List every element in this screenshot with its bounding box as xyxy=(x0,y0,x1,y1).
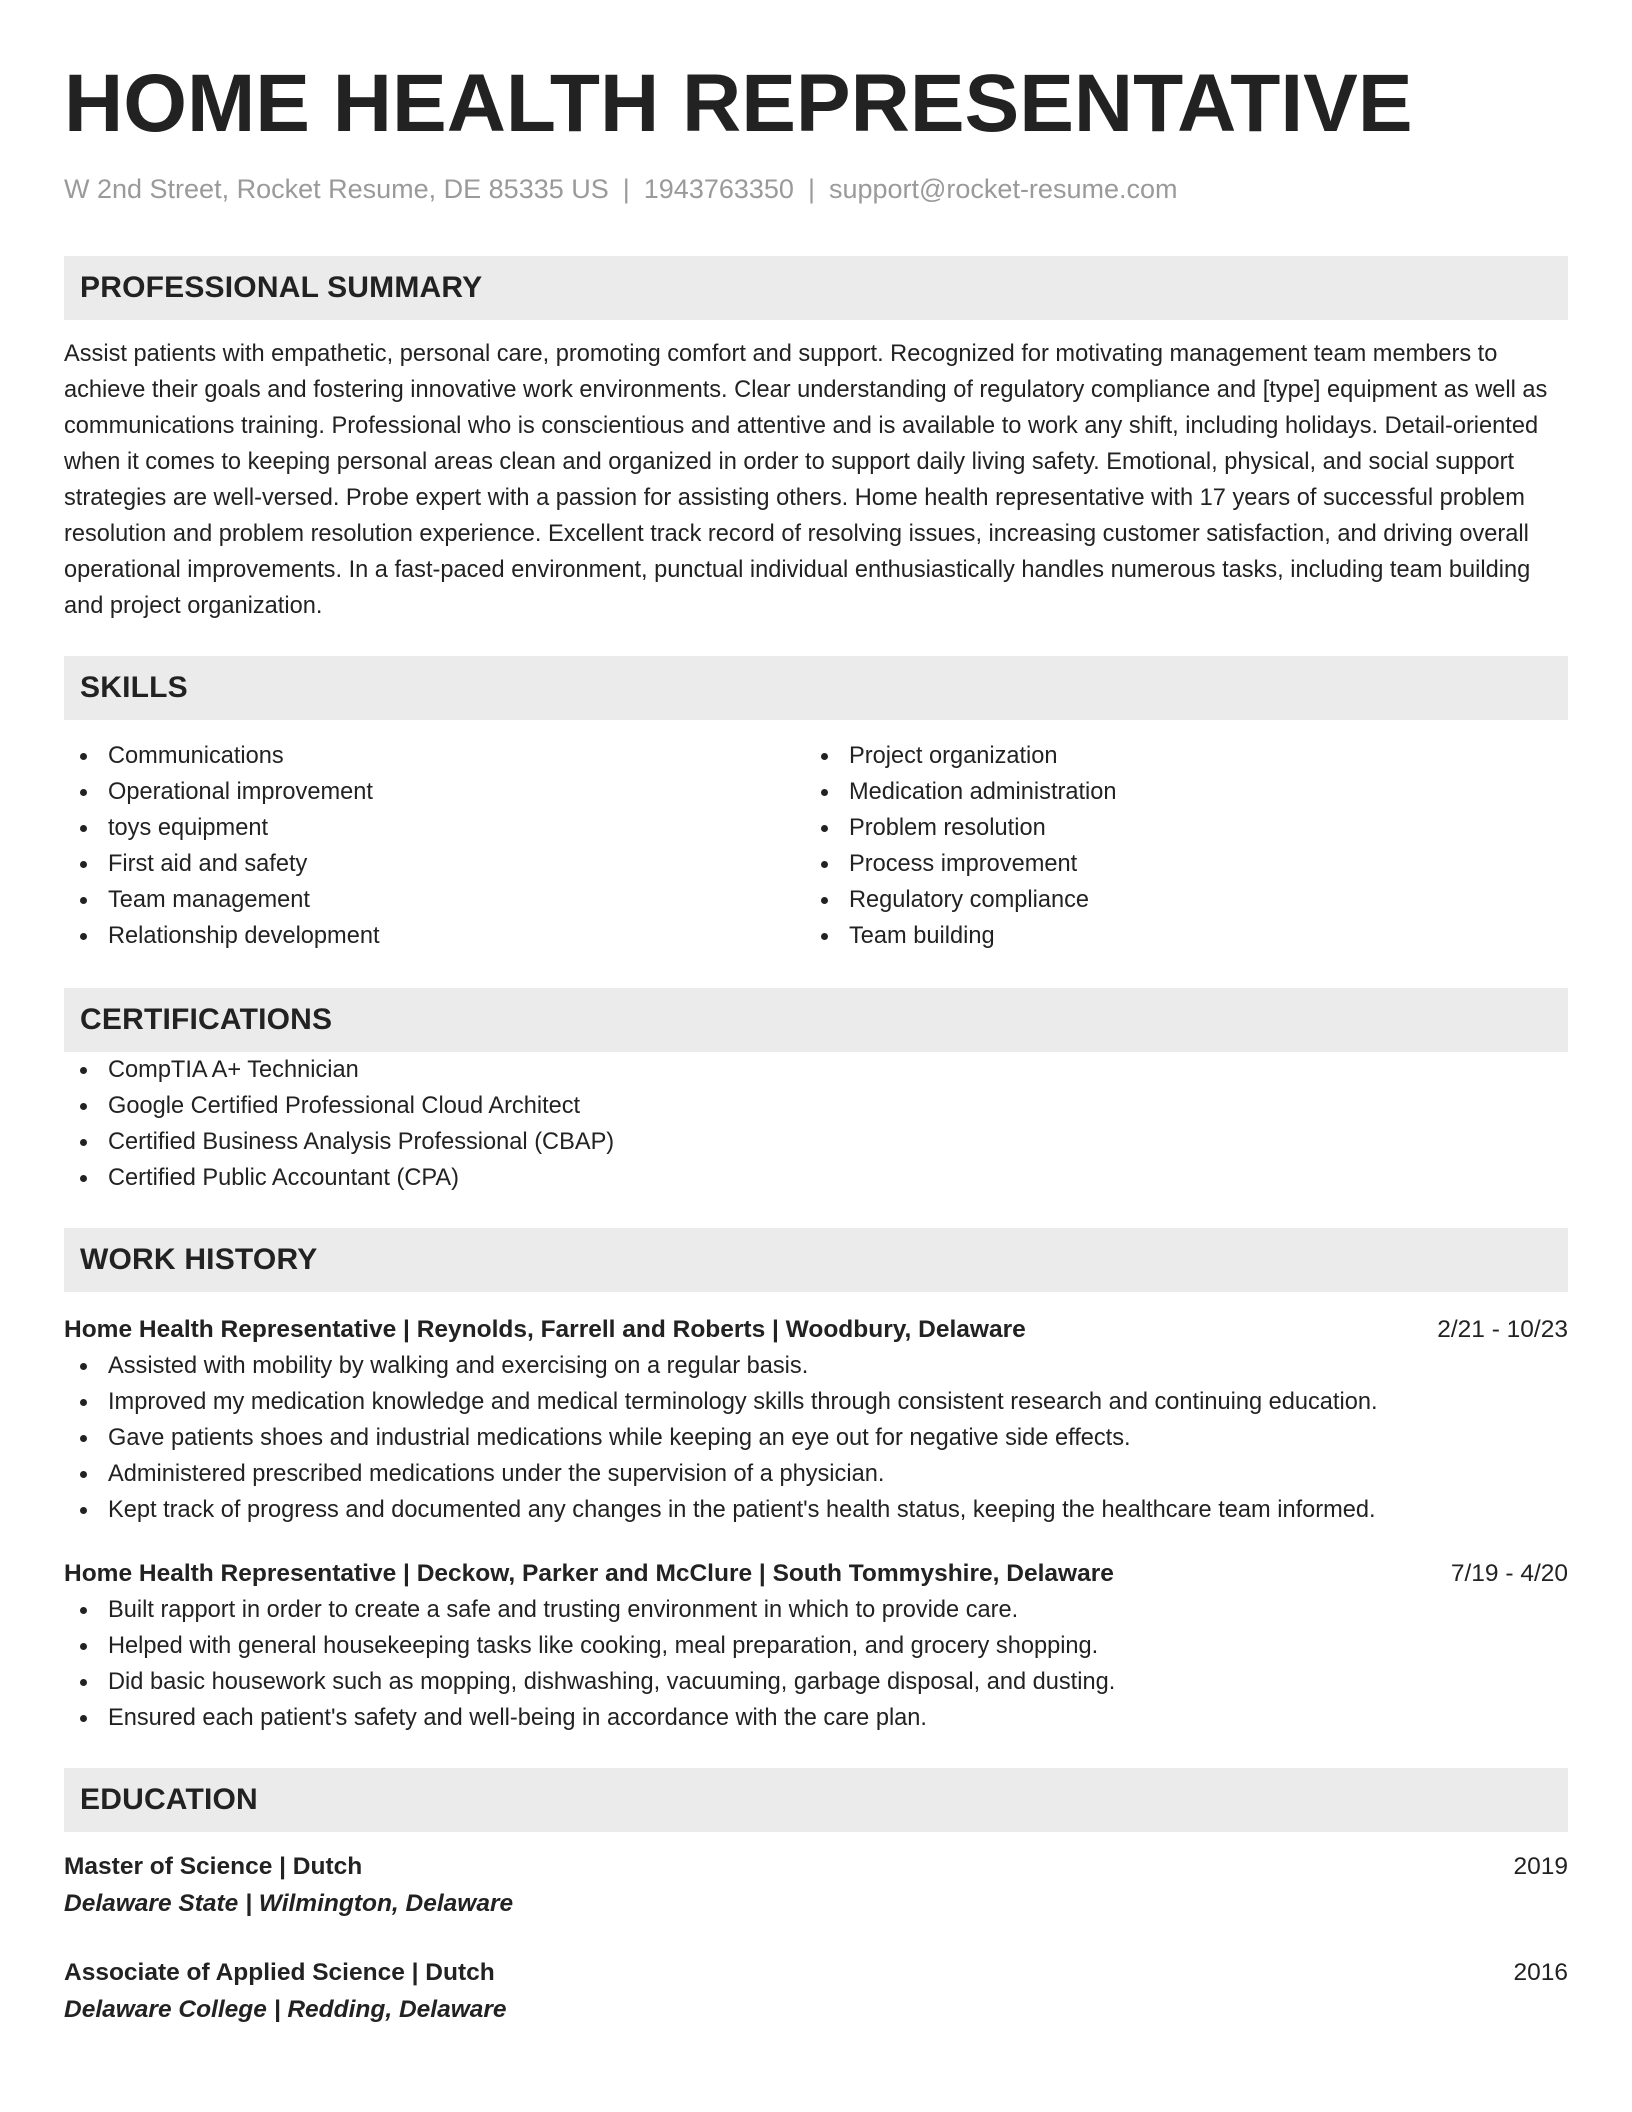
education-entry xyxy=(64,1954,1568,2028)
skill-item: Problem resolution xyxy=(805,810,1546,846)
job-header xyxy=(64,1556,1568,1592)
resume-name: HOME HEALTH REPRESENTATIVE xyxy=(64,58,1413,149)
job-bullets xyxy=(64,1592,1568,1736)
job-dates: 7/19 - 4/20 xyxy=(1450,1560,1568,1587)
contact-separator: | xyxy=(807,174,815,204)
skills-list-left xyxy=(64,738,805,954)
job-bullet: Ensured each patient's safety and well-being in accordance with the care plan. xyxy=(64,1700,1568,1736)
skills-column-left xyxy=(64,738,805,954)
education-entry xyxy=(64,1848,1568,1922)
section-header-work-history: WORK HISTORY xyxy=(64,1228,1568,1292)
skill-item: Process improvement xyxy=(805,846,1546,882)
job-bullet: Gave patients shoes and industrial medications while keeping an eye out for negative side effects. xyxy=(64,1420,1568,1456)
skill-item: Medication administration xyxy=(805,774,1546,810)
certification-item: CompTIA A+ Technician xyxy=(64,1052,1568,1088)
job-bullet: Administered prescribed medications under the supervision of a physician. xyxy=(64,1456,1568,1492)
job-dates: 2/21 - 10/23 xyxy=(1437,1316,1568,1343)
section-header-skills: SKILLS xyxy=(64,656,1568,720)
contact-phone: 1943763350 xyxy=(643,174,794,204)
job-bullet: Did basic housework such as mopping, dishwashing, vacuuming, garbage disposal, and dusting. xyxy=(64,1664,1568,1700)
certification-item: Certified Public Accountant (CPA) xyxy=(64,1160,1568,1196)
job-bullet: Assisted with mobility by walking and exercising on a regular basis. xyxy=(64,1348,1568,1384)
summary-text: Assist patients with empathetic, personal care, promoting comfort and support. Recognized for motivating management team members to achieve their goals and fostering innovative work environments. Clear understanding of regulatory compliance and [type] equipment as well as communications training. Professional who is conscientious and attentive and is available to work any shift, including holidays. Detail-oriented when it comes to keeping personal areas clean and organized in order to support daily living safety. Emotional, physical, and social support strategies are well-versed. Probe expert with a passion for assisting others. Home health representative with 17 years of successful problem resolution and problem resolution experience. Excellent track record of resolving issues, increasing customer satisfaction, and driving overall operational improvements. In a fast-paced environment, punctual individual enthusiastically handles numerous tasks, including team building and project organization. xyxy=(64,341,1548,619)
job-bullet: Improved my medication knowledge and medical terminology skills through consistent research and continuing education. xyxy=(64,1384,1568,1420)
skill-item: Operational improvement xyxy=(64,774,805,810)
education-school: Delaware State | Wilmington, Delaware xyxy=(64,1890,514,1917)
skill-item: toys equipment xyxy=(64,810,805,846)
contact-separator: | xyxy=(622,174,630,204)
job-entry xyxy=(64,1312,1568,1528)
section-header-education: EDUCATION xyxy=(64,1768,1568,1832)
skill-item: Communications xyxy=(64,738,805,774)
education-header xyxy=(64,1954,1568,1991)
skill-item: Relationship development xyxy=(64,918,805,954)
job-bullets xyxy=(64,1348,1568,1528)
skill-item: First aid and safety xyxy=(64,846,805,882)
skills-list-right xyxy=(805,738,1546,954)
section-header-summary: PROFESSIONAL SUMMARY xyxy=(64,256,1568,320)
section-header-certifications: CERTIFICATIONS xyxy=(64,988,1568,1052)
education-degree: Associate of Applied Science | Dutch xyxy=(64,1959,495,1986)
job-entry xyxy=(64,1556,1568,1736)
job-bullet: Helped with general housekeeping tasks like cooking, meal preparation, and grocery shopping. xyxy=(64,1628,1568,1664)
job-title: Home Health Representative | Deckow, Parker and McClure | South Tommyshire, Delaware xyxy=(64,1560,1114,1587)
certifications-list xyxy=(64,1052,1568,1196)
contact-address: W 2nd Street, Rocket Resume, DE 85335 US xyxy=(64,174,609,204)
job-header xyxy=(64,1312,1568,1348)
skill-item: Project organization xyxy=(805,738,1546,774)
education-year: 2019 xyxy=(1513,1853,1568,1880)
job-title: Home Health Representative | Reynolds, Farrell and Roberts | Woodbury, Delaware xyxy=(64,1316,1026,1343)
job-bullet: Built rapport in order to create a safe and trusting environment in which to provide care. xyxy=(64,1592,1568,1628)
education-school: Delaware College | Redding, Delaware xyxy=(64,1996,507,2023)
education-year: 2016 xyxy=(1513,1959,1568,1986)
certification-item: Certified Business Analysis Professional (CBAP) xyxy=(64,1124,1568,1160)
skill-item: Team building xyxy=(805,918,1546,954)
certification-item: Google Certified Professional Cloud Architect xyxy=(64,1088,1568,1124)
skills-column-right xyxy=(805,738,1546,954)
education-degree: Master of Science | Dutch xyxy=(64,1853,363,1880)
contact-line xyxy=(64,172,1568,206)
contact-email: support@rocket-resume.com xyxy=(828,174,1178,204)
education-header xyxy=(64,1848,1568,1885)
skills-grid xyxy=(64,738,1568,954)
skill-item: Team management xyxy=(64,882,805,918)
skill-item: Regulatory compliance xyxy=(805,882,1546,918)
job-bullet: Kept track of progress and documented any changes in the patient's health status, keeping the healthcare team informed. xyxy=(64,1492,1568,1528)
